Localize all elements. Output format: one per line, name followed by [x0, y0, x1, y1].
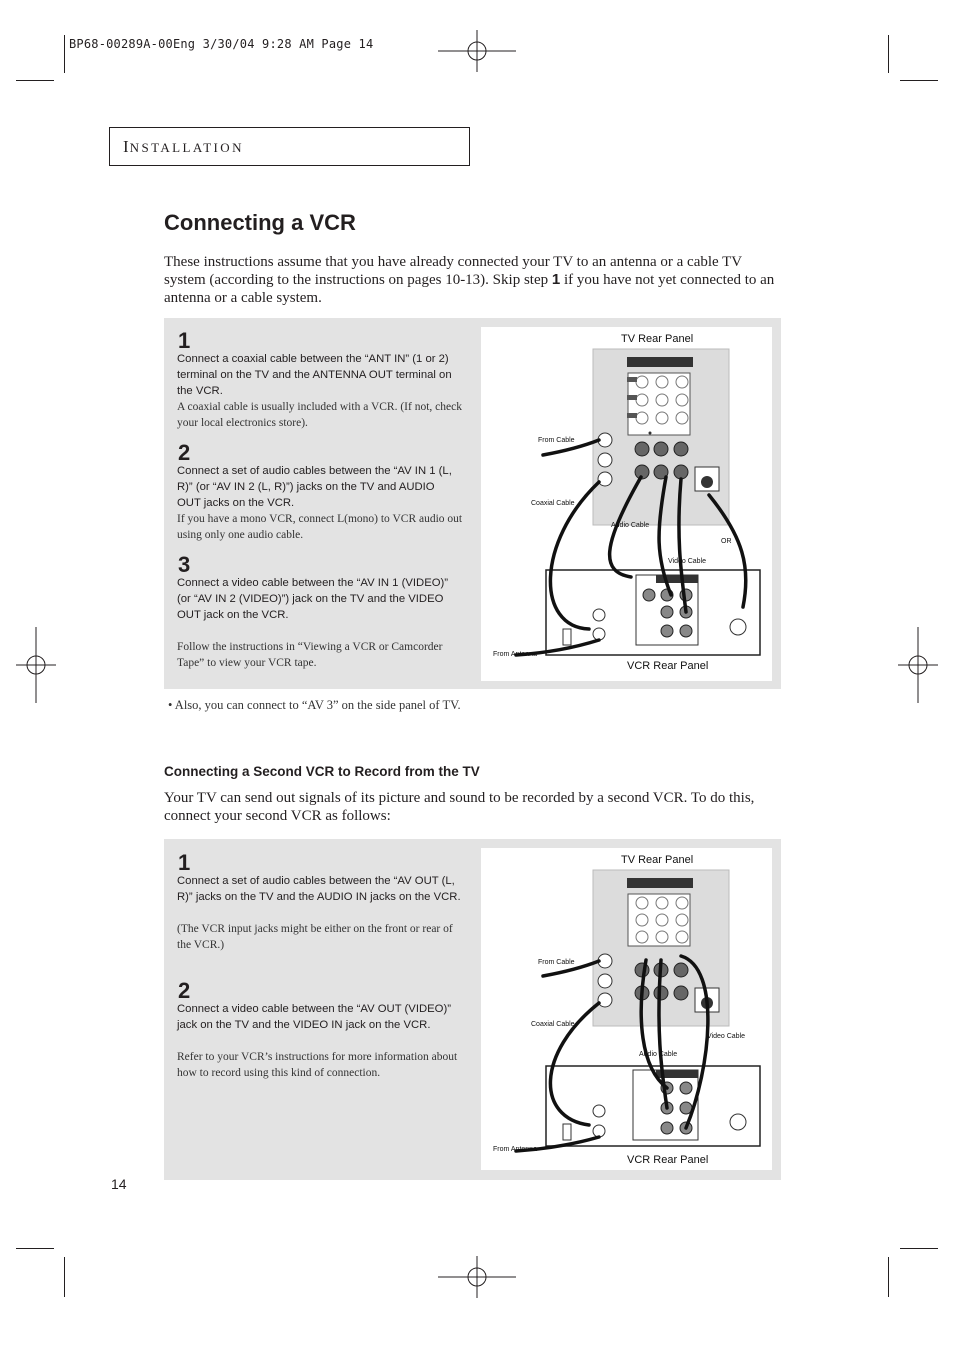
vcr-rear-panel-label: VCR Rear Panel — [627, 660, 709, 672]
page-title: Connecting a VCR — [164, 210, 356, 235]
tv-rear-panel-label-2: TV Rear Panel — [621, 854, 694, 866]
audio-cable-label: Audio Cable — [611, 522, 650, 529]
or-label: OR — [721, 538, 732, 545]
video-cable-label: Video Cable — [668, 558, 707, 565]
av3-note: • Also, you can connect to “AV 3” on the side panel of TV. — [168, 698, 461, 712]
from-cable-label-2: From Cable — [538, 959, 575, 966]
video-cable-label-2: Video Cable — [707, 1033, 746, 1040]
coaxial-cable-label: Coaxial Cable — [531, 500, 575, 507]
section-label: INSTALLATION — [123, 137, 244, 156]
vcr-connection-diagram — [481, 327, 772, 681]
audio-cable-label-2: Audio Cable — [639, 1051, 678, 1058]
second-vcr-diagram — [481, 848, 772, 1170]
tv-rear-panel-label: TV Rear Panel — [621, 333, 694, 345]
print-slug: BP68-00289A-00Eng 3/30/04 9:28 AM Page 14 — [69, 37, 374, 51]
coaxial-cable-label-2: Coaxial Cable — [531, 1021, 575, 1028]
page-number: 14 — [111, 1176, 127, 1192]
intro-paragraph: These instructions assume that you have already connected your TV to an antenna or a cable TV system (according to the instructions on pages 10-13). Skip step 1 if you have not yet connected to an antenna or a cable system. — [164, 254, 775, 306]
vcr-rear-panel-label-2: VCR Rear Panel — [627, 1154, 709, 1166]
from-cable-label: From Cable — [538, 437, 575, 444]
subsection-title: Connecting a Second VCR to Record from the TV — [164, 764, 480, 779]
from-antenna-label: From Antenna — [493, 651, 537, 658]
from-antenna-label-2: From Antenna — [493, 1146, 537, 1153]
intro-paragraph-2: Your TV can send out signals of its picture and sound to be recorded by a second VCR. To do this, connect your second VCR as follows: — [164, 790, 755, 824]
